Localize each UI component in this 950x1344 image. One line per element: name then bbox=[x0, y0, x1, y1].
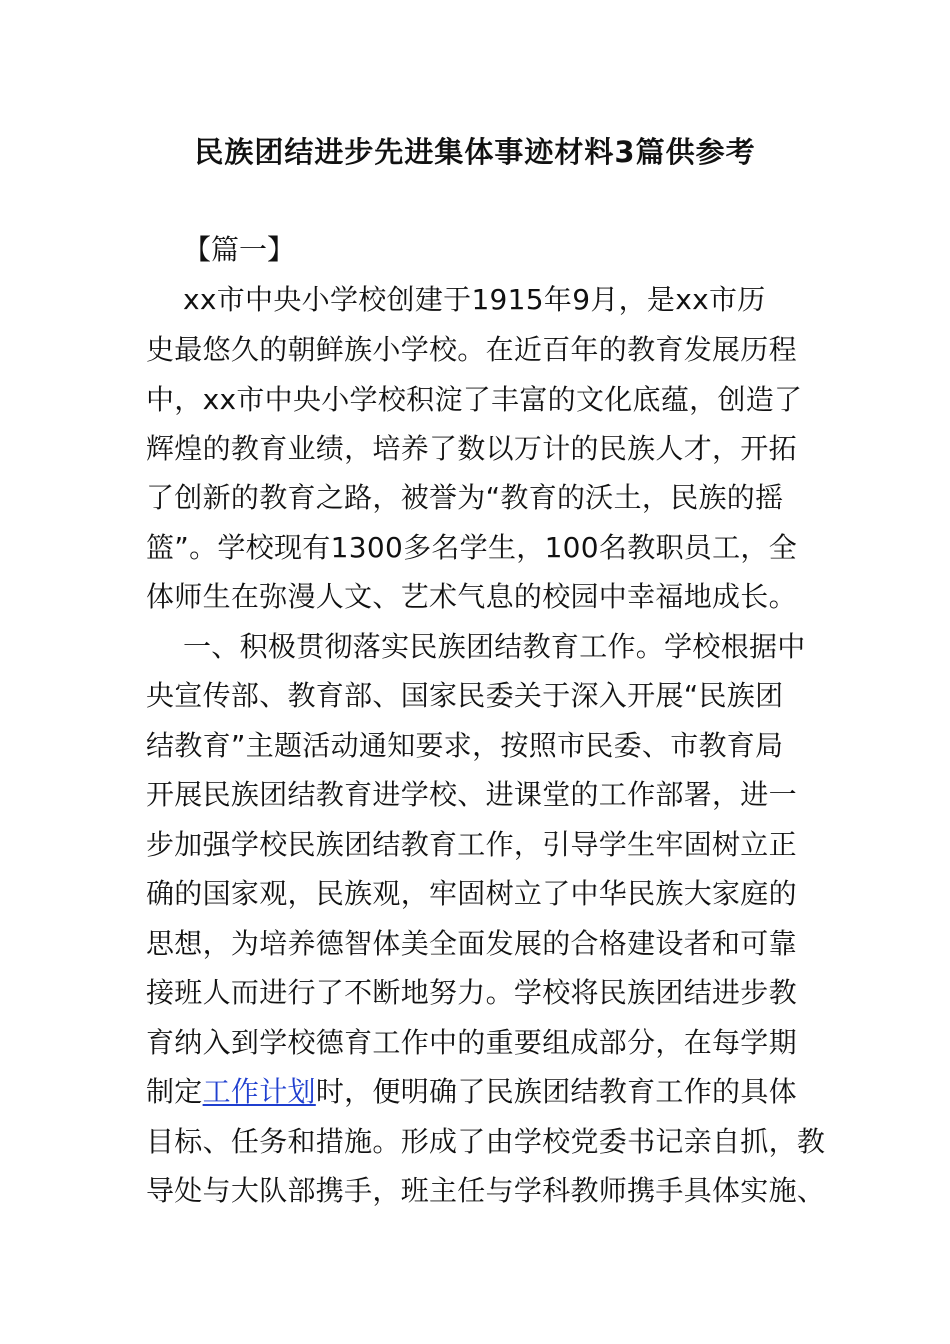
paragraph-line: 辉煌的教育业绩，培养了数以万计的民族人才，开拓 bbox=[146, 432, 797, 465]
paragraph-line: 确的国家观，民族观，牢固树立了中华民族大家庭的 bbox=[146, 877, 797, 910]
paragraph-line: 央宣传部、教育部、国家民委关于深入开展“民族团 bbox=[146, 679, 784, 712]
paragraph-line: xx市中央小学校创建于1915年9月，是xx市历 bbox=[183, 283, 766, 316]
paragraph-line: 导处与大队部携手，班主任与学科教师携手具体实施、 bbox=[146, 1174, 826, 1207]
paragraph-line: 思想，为培养德智体美全面发展的合格建设者和可靠 bbox=[146, 927, 797, 960]
paragraph-line: 史最悠久的朝鲜族小学校。在近百年的教育发展历程 bbox=[146, 333, 797, 366]
paragraph-line-with-link bbox=[146, 1068, 797, 1116]
paragraph-line: 了创新的教育之路，被誉为“教育的沃土，民族的摇 bbox=[146, 481, 784, 514]
paragraph-line: 目标、任务和措施。形成了由学校党委书记亲自抓，教 bbox=[146, 1125, 826, 1158]
paragraph-line: 篮”。学校现有1300多名学生，100名教职员工，全 bbox=[146, 531, 798, 564]
paragraph-line: 开展民族团结教育进学校、进课堂的工作部署，进一 bbox=[146, 778, 797, 811]
paragraph-line: 一、积极贯彻落实民族团结教育工作。学校根据中 bbox=[183, 630, 806, 663]
paragraph-line: 步加强学校民族团结教育工作，引导学生牢固树立正 bbox=[146, 828, 797, 861]
paragraph-line: 中，xx市中央小学校积淀了丰富的文化底蕴，创造了 bbox=[146, 383, 803, 416]
document-title: 民族团结进步先进集体事迹材料3篇供参考 bbox=[194, 135, 756, 169]
paragraph-line: 育纳入到学校德育工作中的重要组成部分，在每学期 bbox=[146, 1026, 797, 1059]
paragraph-line: 体师生在弥漫人文、艺术气息的校园中幸福地成长。 bbox=[146, 580, 797, 613]
section-label: 【篇一】 bbox=[183, 233, 296, 266]
work-plan-link[interactable]: 工作计划 bbox=[202, 1075, 316, 1108]
link-line-prefix: 制定 bbox=[146, 1075, 203, 1108]
paragraph-line: 结教育”主题活动通知要求，按照市民委、市教育局 bbox=[146, 729, 784, 762]
paragraph-line: 接班人而进行了不断地努力。学校将民族团结进步教 bbox=[146, 976, 797, 1009]
link-line-suffix: 时，便明确了民族团结教育工作的具体 bbox=[315, 1075, 797, 1108]
